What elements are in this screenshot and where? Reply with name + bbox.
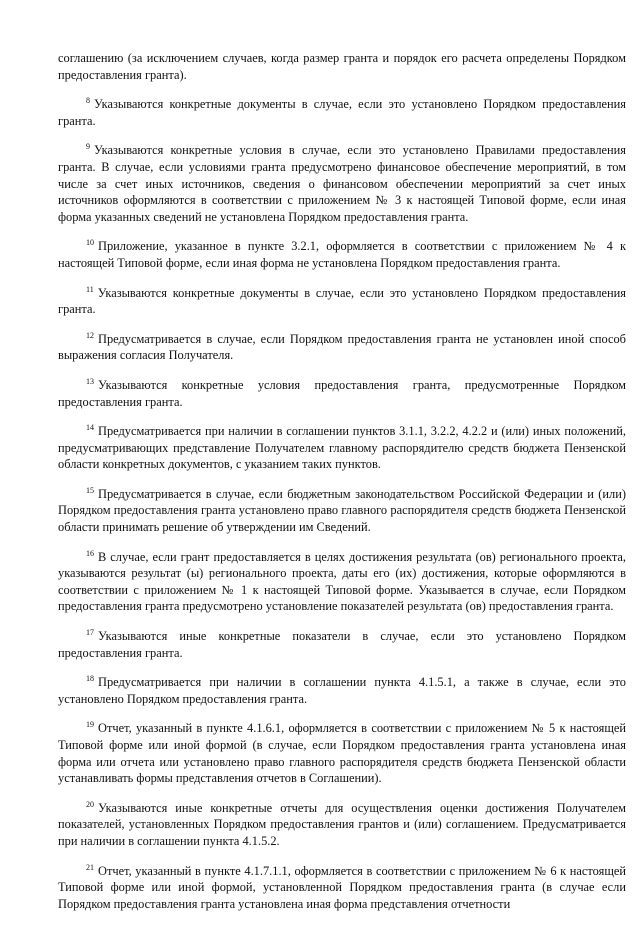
footnote-number: 19 (86, 720, 94, 730)
footnote-16 (58, 549, 626, 615)
footnote-11 (58, 285, 626, 318)
footnote-number: 13 (86, 376, 94, 386)
footnote-9 (58, 142, 626, 225)
footnote-number: 15 (86, 485, 94, 495)
footnote-19 (58, 720, 626, 786)
footnote-text: Указываются конкретные документы в случае, если это установлено Порядком предоставления гранта. (58, 97, 626, 128)
footnote-text: Указываются иные конкретные отчеты для осуществления оценки достижения Получателем показателей, установленных Порядком предоставления грантов и (или) соглашением. Предусматривается при наличии в соглашении пункта 4.1.5.2. (58, 800, 626, 848)
footnote-12 (58, 331, 626, 364)
footnote-text: Предусматривается при наличии в соглашении пунктов 3.1.1, 3.2.2, 4.2.2 и (или) иных положений, предусматривающих представление Получателем главному распорядителю средств бюджета Пензенской области конкретных документов, с указанием таких пунктов. (58, 424, 626, 472)
footnote-number: 11 (86, 284, 94, 294)
footnote-text: Приложение, указанное в пункте 3.2.1, оформляется в соответствии с приложением № 4 к настоящей Типовой форме, если иная форма не установлена Порядком предоставления гранта. (58, 239, 626, 270)
footnote-number: 20 (86, 799, 94, 809)
footnote-text: Предусматривается в случае, если бюджетным законодательством Российской Федерации и (или) Порядком предоставления гранта установлено право главного распорядителя средств бюджета Пензенской области принимать решение об утверждении им Сведений. (58, 486, 626, 535)
footnote-text: В случае, если грант предоставляется в целях достижения результата (ов) регионального проекта, указываются результат (ы) регионального проекта, даты его (их) достижения, которые оформляются в соответствии с приложением № 1 к настоящей Типовой форме. Указывается в случае, если Порядком предоставления гранта предусмотрено установление показателей результата (ов) предоставления гранта. (58, 549, 626, 614)
document-page (58, 50, 626, 925)
footnote-text: Указываются иные конкретные показатели в случае, если это установлено Порядком предоставления гранта. (58, 629, 626, 660)
footnote-15 (58, 486, 626, 536)
footnote-20 (58, 800, 626, 850)
footnote-10 (58, 238, 626, 271)
footnote-14 (58, 423, 626, 473)
footnote-continuation (58, 50, 626, 83)
footnote-number: 18 (86, 674, 94, 684)
footnote-number: 12 (86, 330, 94, 340)
footnote-number: 16 (86, 548, 94, 558)
footnote-text: соглашению (за исключением случаев, когда размер гранта и порядок его расчета определены Порядком предоставления гранта). (58, 51, 626, 82)
footnote-17 (58, 628, 626, 661)
footnote-number: 9 (86, 142, 90, 152)
footnote-number: 21 (86, 862, 94, 872)
footnote-number: 10 (86, 238, 94, 248)
footnote-number: 14 (86, 423, 94, 433)
footnote-text: Предусматривается в случае, если Порядком предоставления гранта не установлен иной способ выражения согласия Получателя. (58, 331, 626, 363)
footnote-text: Отчет, указанный в пункте 4.1.6.1, оформляется в соответствии с приложением № 5 к настоящей Типовой форме или иной формой (в случае, если Порядком предоставления гранта установлена иная форма или отчета или установлено право главного распорядителя средств бюджета Пензенской области устанавливать формы представления отчетов в Соглашении). (58, 721, 626, 786)
footnote-text: Отчет, указанный в пункте 4.1.7.1.1, оформляется в соответствии с приложением № 6 к настоящей Типовой форме или иной формой, установленной Порядком предоставления гранта (в случае если Порядком предоставления гранта установлена иная форма представления отчетности (58, 863, 626, 911)
footnote-text: Указываются конкретные документы в случае, если это установлено Порядком предоставления гранта. (58, 285, 626, 317)
footnote-8 (58, 96, 626, 129)
footnote-13 (58, 377, 626, 410)
footnote-text: Указываются конкретные условия предоставления гранта, предусмотренные Порядком предоставления гранта. (58, 377, 626, 409)
footnote-number: 8 (86, 96, 90, 106)
footnote-text: Указываются конкретные условия в случае, если это установлено Правилами предоставления гранта. В случае, если условиями гранта предусмотрено финансовое обеспечение мероприятий, в том числе за счет иных источников, сведения о финансовом обеспечении мероприятий за счет иных источников оформляются в соответствии с приложением № 3 к настоящей Типовой форме, если иная форма указанных сведений не установлена Порядком предоставления гранта. (58, 143, 626, 224)
footnote-text: Предусматривается при наличии в соглашении пункта 4.1.5.1, а также в случае, если это установлено Порядком предоставления гранта. (58, 675, 626, 706)
footnote-18 (58, 674, 626, 707)
footnote-number: 17 (86, 628, 94, 638)
